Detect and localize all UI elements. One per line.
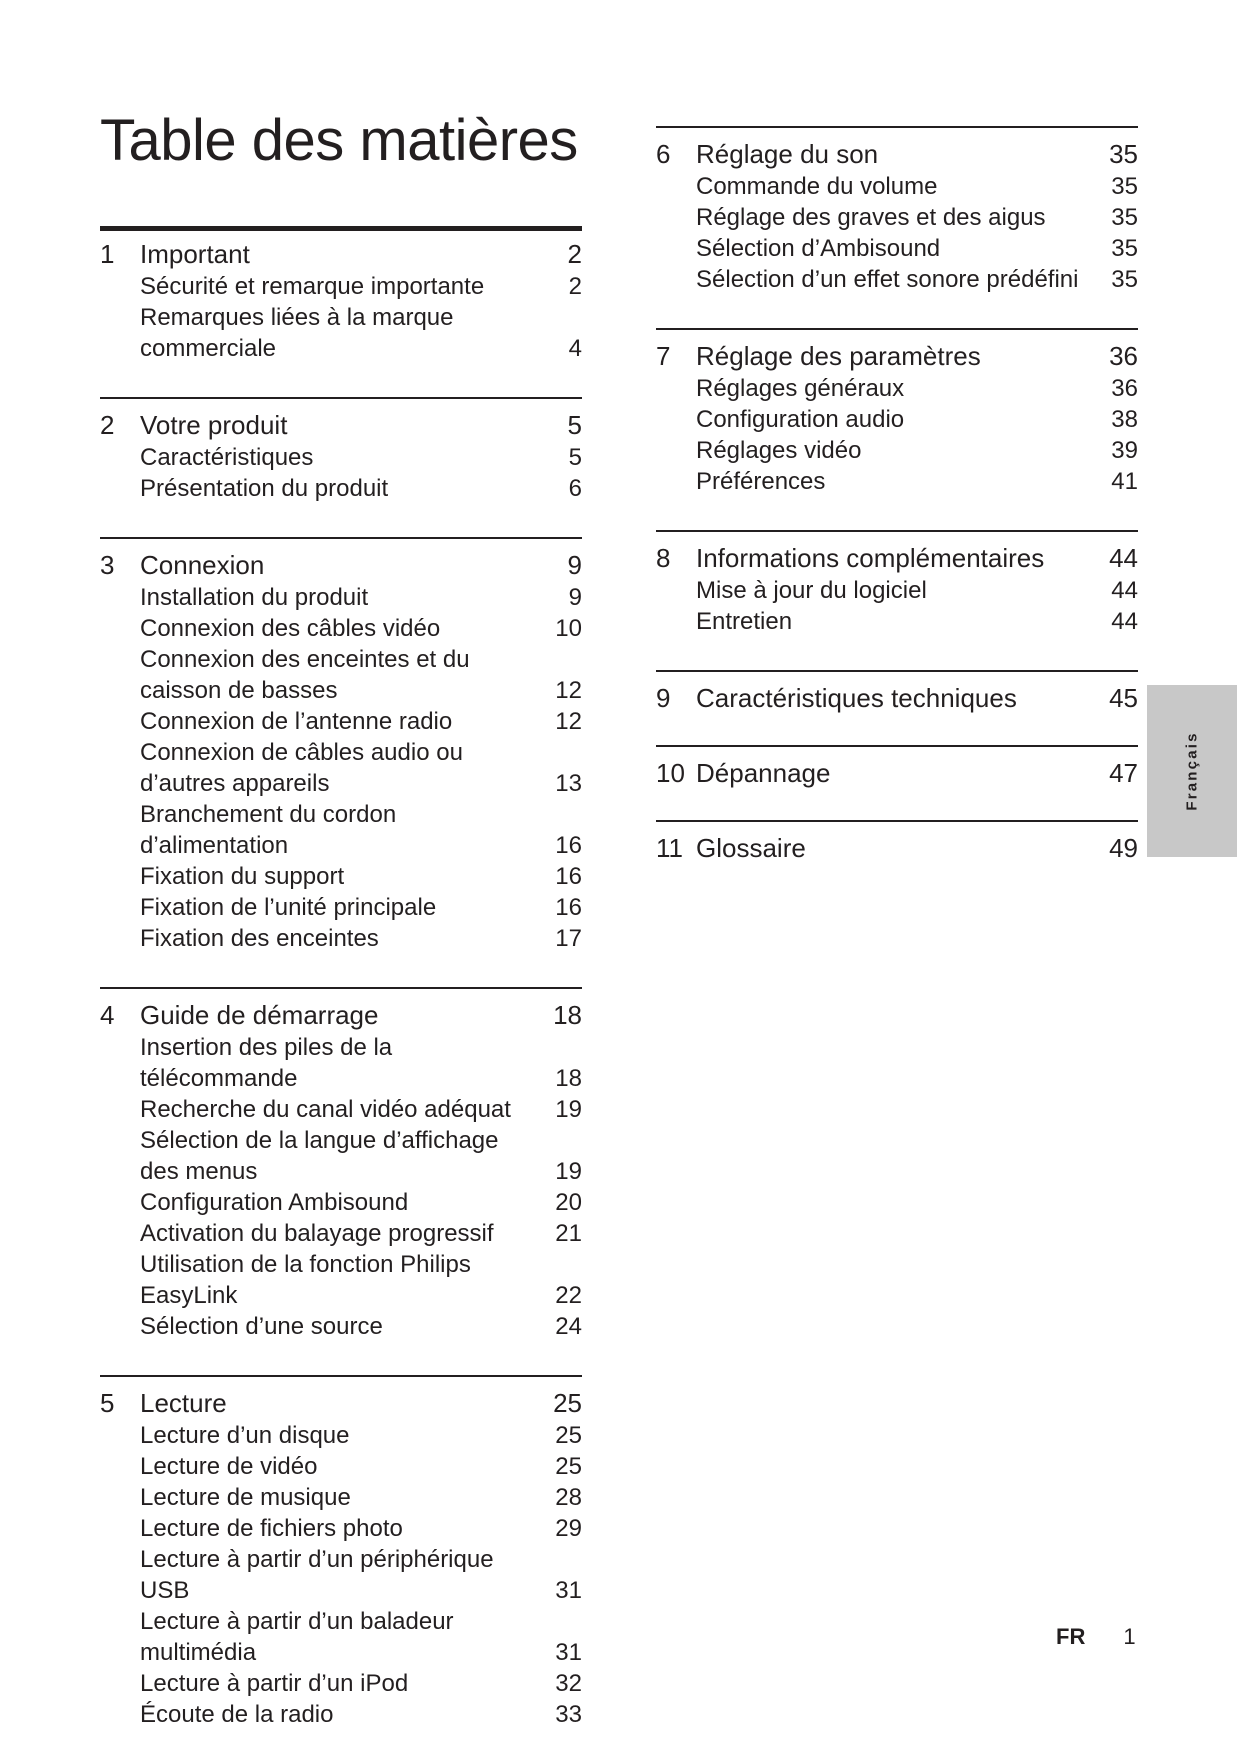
toc-section-reglage-du-son [656,126,1138,295]
entry-title: Lecture de fichiers photo [140,1515,403,1542]
entry-title: Configuration Ambisound [140,1189,409,1216]
toc-section-guide-de-demarrage [100,987,582,1342]
toc-section-heading[interactable] [656,340,1138,373]
toc-entry[interactable] [100,1544,582,1606]
page-number: 49 [1109,833,1138,863]
section-title: Dépannage [696,758,831,788]
toc-section-heading[interactable] [656,832,1138,865]
toc-entry[interactable] [100,613,582,644]
page-number: 10 [555,615,582,642]
page-number: 35 [1111,266,1138,293]
toc-entry[interactable] [100,737,582,799]
toc-entry[interactable] [100,1482,582,1513]
toc-section-important [100,226,582,364]
entry-title: Réglages vidéo [696,437,862,464]
toc-section-heading[interactable] [656,682,1138,715]
toc-section-heading[interactable] [100,549,582,582]
entry-title: Sélection d’Ambisound [696,235,941,262]
section-title: Réglage des paramètres [696,341,981,371]
section-number: 5 [100,1388,115,1418]
section-number: 10 [656,758,685,788]
section-number: 8 [656,543,671,573]
section-number: 7 [656,341,671,371]
footer-language-code: FR [1056,1624,1086,1649]
toc-entry[interactable] [100,302,582,364]
entry-title: Connexion de câbles audio ou d’autres appareils [140,739,463,797]
toc-section-heading[interactable] [100,999,582,1032]
page-number: 39 [1111,437,1138,464]
toc-entry[interactable] [100,1032,582,1094]
toc-entry[interactable] [656,171,1138,202]
section-number: 3 [100,550,115,580]
section-number: 1 [100,239,115,269]
page-number: 16 [555,832,582,859]
page-number: 44 [1109,543,1138,573]
toc-entry[interactable] [100,1249,582,1311]
page-number: 20 [555,1189,582,1216]
entry-title: Branchement du cordon d’alimentation [140,801,397,859]
page-number: 18 [553,1000,582,1030]
page-number: 35 [1109,139,1138,169]
toc-entry[interactable] [100,1699,582,1730]
entry-title: Lecture à partir d’un iPod [140,1670,409,1697]
toc-section-votre-produit [100,397,582,504]
entry-title: Commande du volume [696,173,938,200]
page-number: 35 [1111,204,1138,231]
entry-title: Connexion des enceintes et du caisson de basses [140,646,470,704]
entry-title: Entretien [696,608,793,635]
toc-entry[interactable] [656,466,1138,497]
toc-section-glossaire [656,820,1138,865]
page-number: 33 [555,1701,582,1728]
toc-entry[interactable] [100,923,582,954]
entry-title: Préférences [696,468,826,495]
entry-title: Configuration audio [696,406,905,433]
entry-title: Sélection d’un effet sonore prédéfini [696,266,1079,293]
entry-title: Présentation du produit [140,475,389,502]
toc-entry[interactable] [656,606,1138,637]
section-title: Lecture [140,1388,227,1418]
page-number: 19 [555,1158,582,1185]
page-number: 19 [555,1096,582,1123]
toc-entry[interactable] [100,1125,582,1187]
entry-title: Sélection de la langue d’affichage des menus [140,1127,499,1185]
toc-section-heading[interactable] [100,1387,582,1420]
section-title: Guide de démarrage [140,1000,379,1030]
entry-title: Remarques liées à la marque commerciale [140,304,454,362]
page-number: 47 [1109,758,1138,788]
toc-entry[interactable] [100,582,582,613]
toc-column-right [656,126,1138,865]
page-number: 2 [567,239,582,269]
entry-title: Recherche du canal vidéo adéquat [140,1096,511,1123]
entry-title: Connexion de l’antenne radio [140,708,453,735]
section-title: Caractéristiques techniques [696,683,1017,713]
page-number: 12 [555,677,582,704]
page-number: 22 [555,1282,582,1309]
toc-column-left [100,226,582,1730]
toc-entry[interactable] [656,373,1138,404]
page-number: 31 [555,1639,582,1666]
toc-section-reglage-des-parametres [656,328,1138,497]
toc-entry[interactable] [656,233,1138,264]
toc-entry[interactable] [100,271,582,302]
section-title: Votre produit [140,410,288,440]
page-number: 32 [555,1670,582,1697]
page-number: 25 [555,1422,582,1449]
page-number: 16 [555,894,582,921]
toc-entry[interactable] [100,644,582,706]
entry-title: Lecture à partir d’un périphérique USB [140,1546,494,1604]
toc-entry[interactable] [100,892,582,923]
entry-title: Caractéristiques [140,444,314,471]
toc-entry[interactable] [656,435,1138,466]
entry-title: Lecture à partir d’un baladeur multimédia [140,1608,454,1666]
toc-entry[interactable] [656,264,1138,295]
page-number: 4 [568,335,582,362]
entry-title: Réglage des graves et des aigus [696,204,1046,231]
entry-title: Écoute de la radio [140,1701,334,1728]
section-title: Glossaire [696,833,806,863]
footer-page-number: 1 [1123,1624,1136,1649]
page-number: 36 [1111,375,1138,402]
page-number: 21 [555,1220,582,1247]
page-number: 31 [555,1577,582,1604]
language-side-tab [1147,685,1237,857]
section-title: Important [140,239,250,269]
page-number: 2 [568,273,582,300]
section-title: Réglage du son [696,139,879,169]
page-title: Table des matières [100,108,578,173]
section-number: 11 [656,833,683,863]
entry-title: Connexion des câbles vidéo [140,615,441,642]
section-title: Connexion [140,550,265,580]
page-number: 25 [555,1453,582,1480]
section-number: 4 [100,1000,115,1030]
page-number: 17 [555,925,582,952]
page-number: 41 [1111,468,1138,495]
toc-section-lecture [100,1375,582,1730]
page-number: 35 [1111,235,1138,262]
page-number: 28 [555,1484,582,1511]
toc-section-heading[interactable] [656,757,1138,790]
page-number: 38 [1111,406,1138,433]
page-number: 9 [567,550,582,580]
entry-title: Mise à jour du logiciel [696,577,927,604]
page-number: 44 [1111,577,1138,604]
toc-entry[interactable] [100,706,582,737]
toc-entry[interactable] [100,1311,582,1342]
entry-title: Insertion des piles de la télécommande [140,1034,393,1092]
section-number: 2 [100,410,115,440]
page-number: 18 [555,1065,582,1092]
toc-entry[interactable] [656,404,1138,435]
toc-entry[interactable] [100,1218,582,1249]
toc-section-heading[interactable] [100,409,582,442]
page-number: 29 [555,1515,582,1542]
language-tab-label: Français [1183,731,1201,811]
page-number: 36 [1109,341,1138,371]
toc-entry[interactable] [100,1187,582,1218]
section-number: 6 [656,139,671,169]
toc-entry[interactable] [656,575,1138,606]
toc-section-connexion [100,537,582,954]
entry-title: Lecture d’un disque [140,1422,350,1449]
entry-title: Sécurité et remarque importante [140,273,485,300]
toc-section-depannage [656,745,1138,790]
toc-section-heading[interactable] [656,542,1138,575]
page-number: 44 [1111,608,1138,635]
toc-entry[interactable] [100,1513,582,1544]
entry-title: Lecture de vidéo [140,1453,318,1480]
toc-entry[interactable] [656,202,1138,233]
toc-section-caracteristiques-techniques [656,670,1138,715]
toc-entry[interactable] [100,1420,582,1451]
entry-title: Utilisation de la fonction Philips EasyLink [140,1251,471,1309]
entry-title: Fixation des enceintes [140,925,379,952]
toc-entry[interactable] [100,442,582,473]
page-footer [1056,1624,1136,1650]
page-number: 9 [568,584,582,611]
toc-entry[interactable] [100,1094,582,1125]
section-number: 9 [656,683,671,713]
toc-entry[interactable] [100,1451,582,1482]
page-number: 6 [568,475,582,502]
toc-section-heading[interactable] [656,138,1138,171]
toc-section-informations-complementaires [656,530,1138,637]
page-number: 45 [1109,683,1138,713]
page-number: 12 [555,708,582,735]
page-number: 16 [555,863,582,890]
toc-entry[interactable] [100,1606,582,1668]
toc-entry[interactable] [100,473,582,504]
toc-entry[interactable] [100,1668,582,1699]
toc-entry[interactable] [100,799,582,861]
page-number: 5 [567,410,582,440]
entry-title: Lecture de musique [140,1484,351,1511]
entry-title: Fixation de l’unité principale [140,894,437,921]
entry-title: Installation du produit [140,584,369,611]
page-number: 24 [555,1313,582,1340]
page-number: 13 [555,770,582,797]
section-title: Informations complémentaires [696,543,1045,573]
toc-section-heading[interactable] [100,238,582,271]
entry-title: Réglages généraux [696,375,905,402]
page-number: 25 [553,1388,582,1418]
entry-title: Fixation du support [140,863,345,890]
page-number: 5 [568,444,582,471]
page-number: 35 [1111,173,1138,200]
entry-title: Sélection d’une source [140,1313,383,1340]
entry-title: Activation du balayage progressif [140,1220,494,1247]
toc-entry[interactable] [100,861,582,892]
